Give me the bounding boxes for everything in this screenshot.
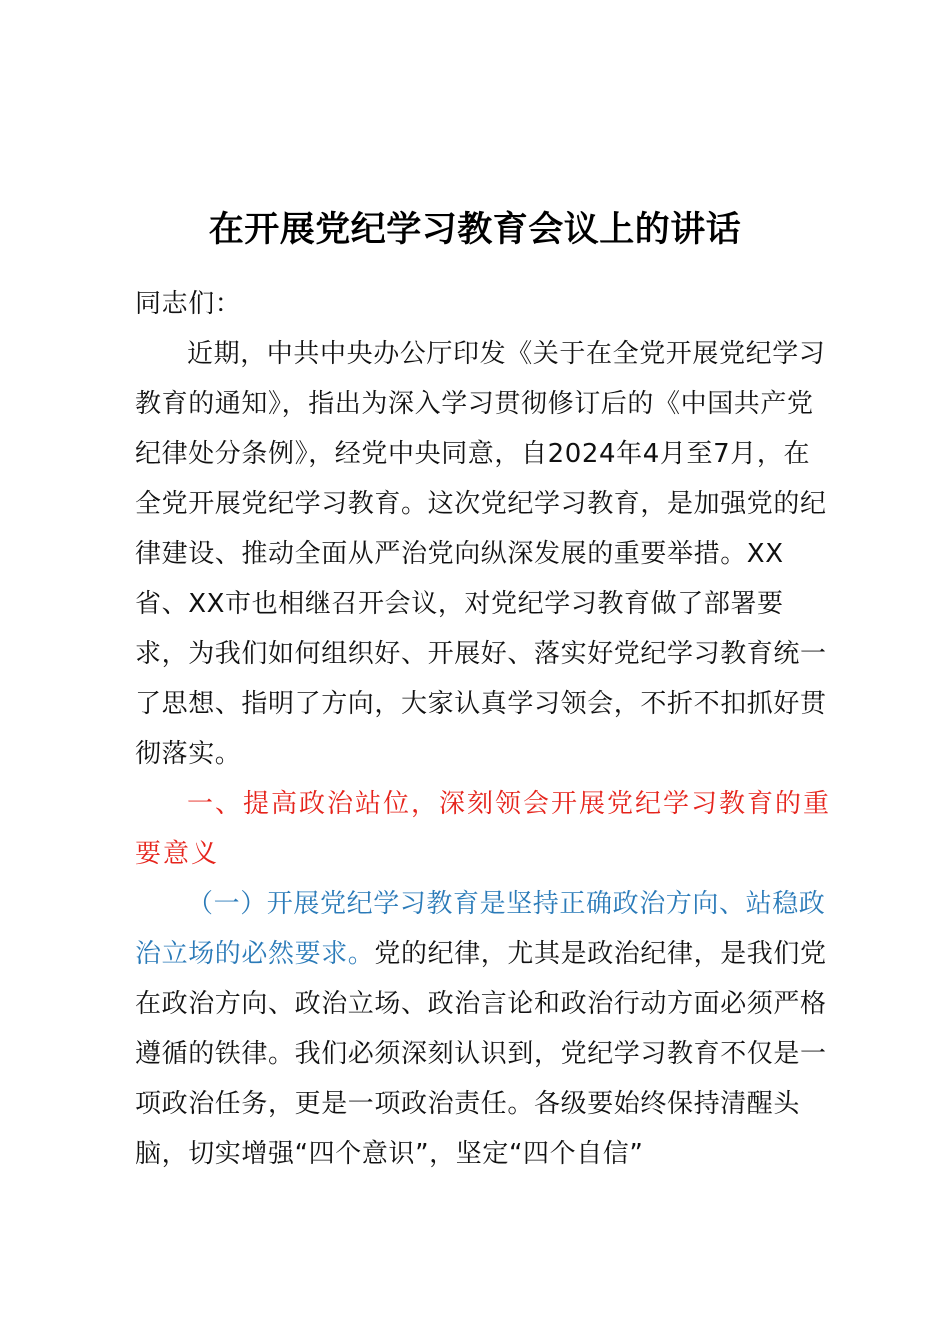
salutation: 同志们： — [135, 289, 242, 319]
paragraph-section-1-1 — [135, 879, 835, 1179]
subsection-heading-1: （一）开展党纪学习教育是坚持正确政治方向、站稳政治立场的必然要求。 — [135, 889, 826, 969]
section-heading-1: 一、提高政治站位，深刻领会开展党纪学习教育的重要意义 — [135, 789, 832, 869]
paragraph-section-1-1-body: 党的纪律，尤其是政治纪律，是我们党在政治方向、政治立场、政治言论和政治行动方面必须严格遵循的铁律。我们必须深刻认识到，党纪学习教育不仅是一项政治任务，更是一项政治责任。各级要始终保持清醒头脑，切实增强“四个意识”，坚定“四个自信” — [135, 939, 827, 1169]
document-title: 在开展党纪学习教育会议上的讲话 — [208, 210, 742, 250]
paragraph-intro: 近期，中共中央办公厅印发《关于在全党开展党纪学习教育的通知》，指出为深入学习贯彻修订后的《中国共产党纪律处分条例》，经党中央同意，自2024年4月至7月，在全党开展党纪学习教育。这次党纪学习教育，是加强党的纪律建设、推动全面从严治党向纵深发展的重要举措。XX省、XX市也相继召开会议，对党纪学习教育做了部署要求，为我们如何组织好、开展好、落实好党纪学习教育统一了思想、指明了方向，大家认真学习领会，不折不扣抓好贯彻落实。 — [135, 339, 827, 769]
